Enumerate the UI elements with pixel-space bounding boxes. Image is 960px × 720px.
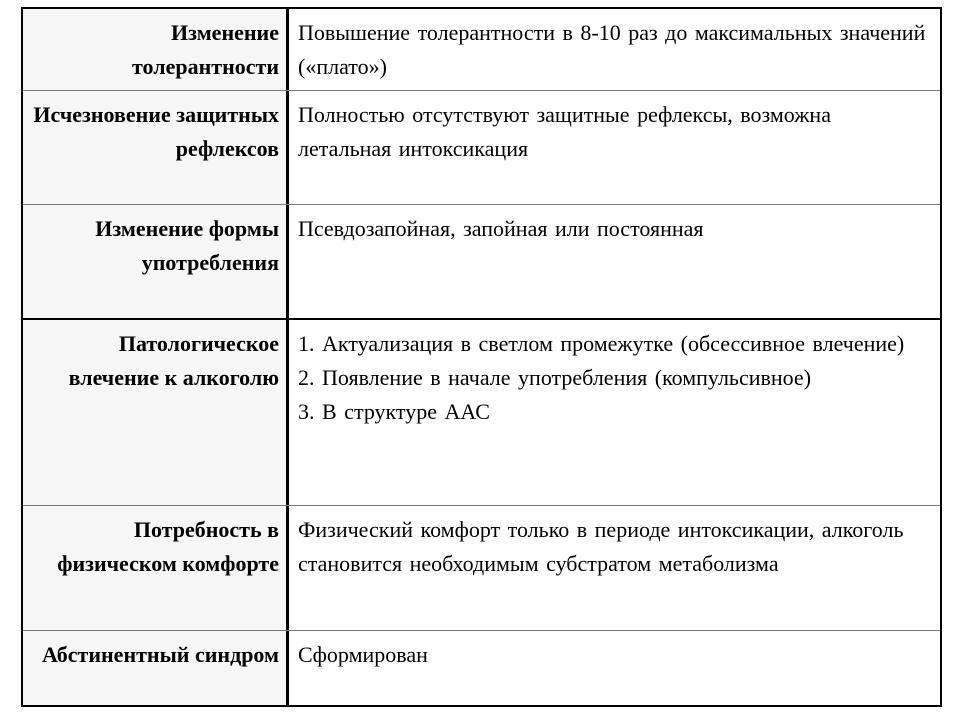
row-value-line: 1. Актуализация в светлом промежутке (обсессивное влечение) xyxy=(298,331,905,356)
row-value-line: Полностью отсутствуют защитные рефлексы, возможна летальная интоксикация xyxy=(298,102,831,161)
row-value-tolerance xyxy=(289,9,940,90)
table-row-physical-comfort xyxy=(23,505,940,630)
row-value-line: Сформирован xyxy=(298,642,428,667)
row-value-line: 3. В структуре ААС xyxy=(298,399,490,424)
row-label-physical-comfort: Потребность в физическом комфорте xyxy=(23,506,289,630)
table-row-protective-reflexes xyxy=(23,90,940,204)
row-value-withdrawal-syndrome xyxy=(289,631,940,705)
symptom-table xyxy=(21,7,942,707)
row-label-consumption-form: Изменение формы употребления xyxy=(23,205,289,318)
row-label-withdrawal-syndrome: Абстинентный синдром xyxy=(23,631,289,705)
row-value-line: Повышение толерантности в 8-10 раз до максимальных значений («плато») xyxy=(298,20,926,79)
row-value-line: Физический комфорт только в периоде интоксикации, алкоголь становится необходимым субстратом метаболизма xyxy=(298,517,904,576)
table-row-withdrawal-syndrome xyxy=(23,630,940,705)
row-value-consumption-form xyxy=(289,205,940,318)
row-label-protective-reflexes: Исчезновение защитных рефлексов xyxy=(23,91,289,204)
table-row-consumption-form xyxy=(23,204,940,318)
table-row-pathological-craving xyxy=(23,318,940,505)
row-label-tolerance: Изменение толерантности xyxy=(23,9,289,90)
row-value-pathological-craving xyxy=(289,320,940,505)
row-value-line: Псевдозапойная, запойная или постоянная xyxy=(298,216,704,241)
row-value-protective-reflexes xyxy=(289,91,940,204)
row-value-physical-comfort xyxy=(289,506,940,630)
table-row-tolerance xyxy=(23,9,940,90)
row-value-line: 2. Появление в начале употребления (компульсивное) xyxy=(298,365,812,390)
row-label-pathological-craving: Патологическое влечение к алкоголю xyxy=(23,320,289,505)
